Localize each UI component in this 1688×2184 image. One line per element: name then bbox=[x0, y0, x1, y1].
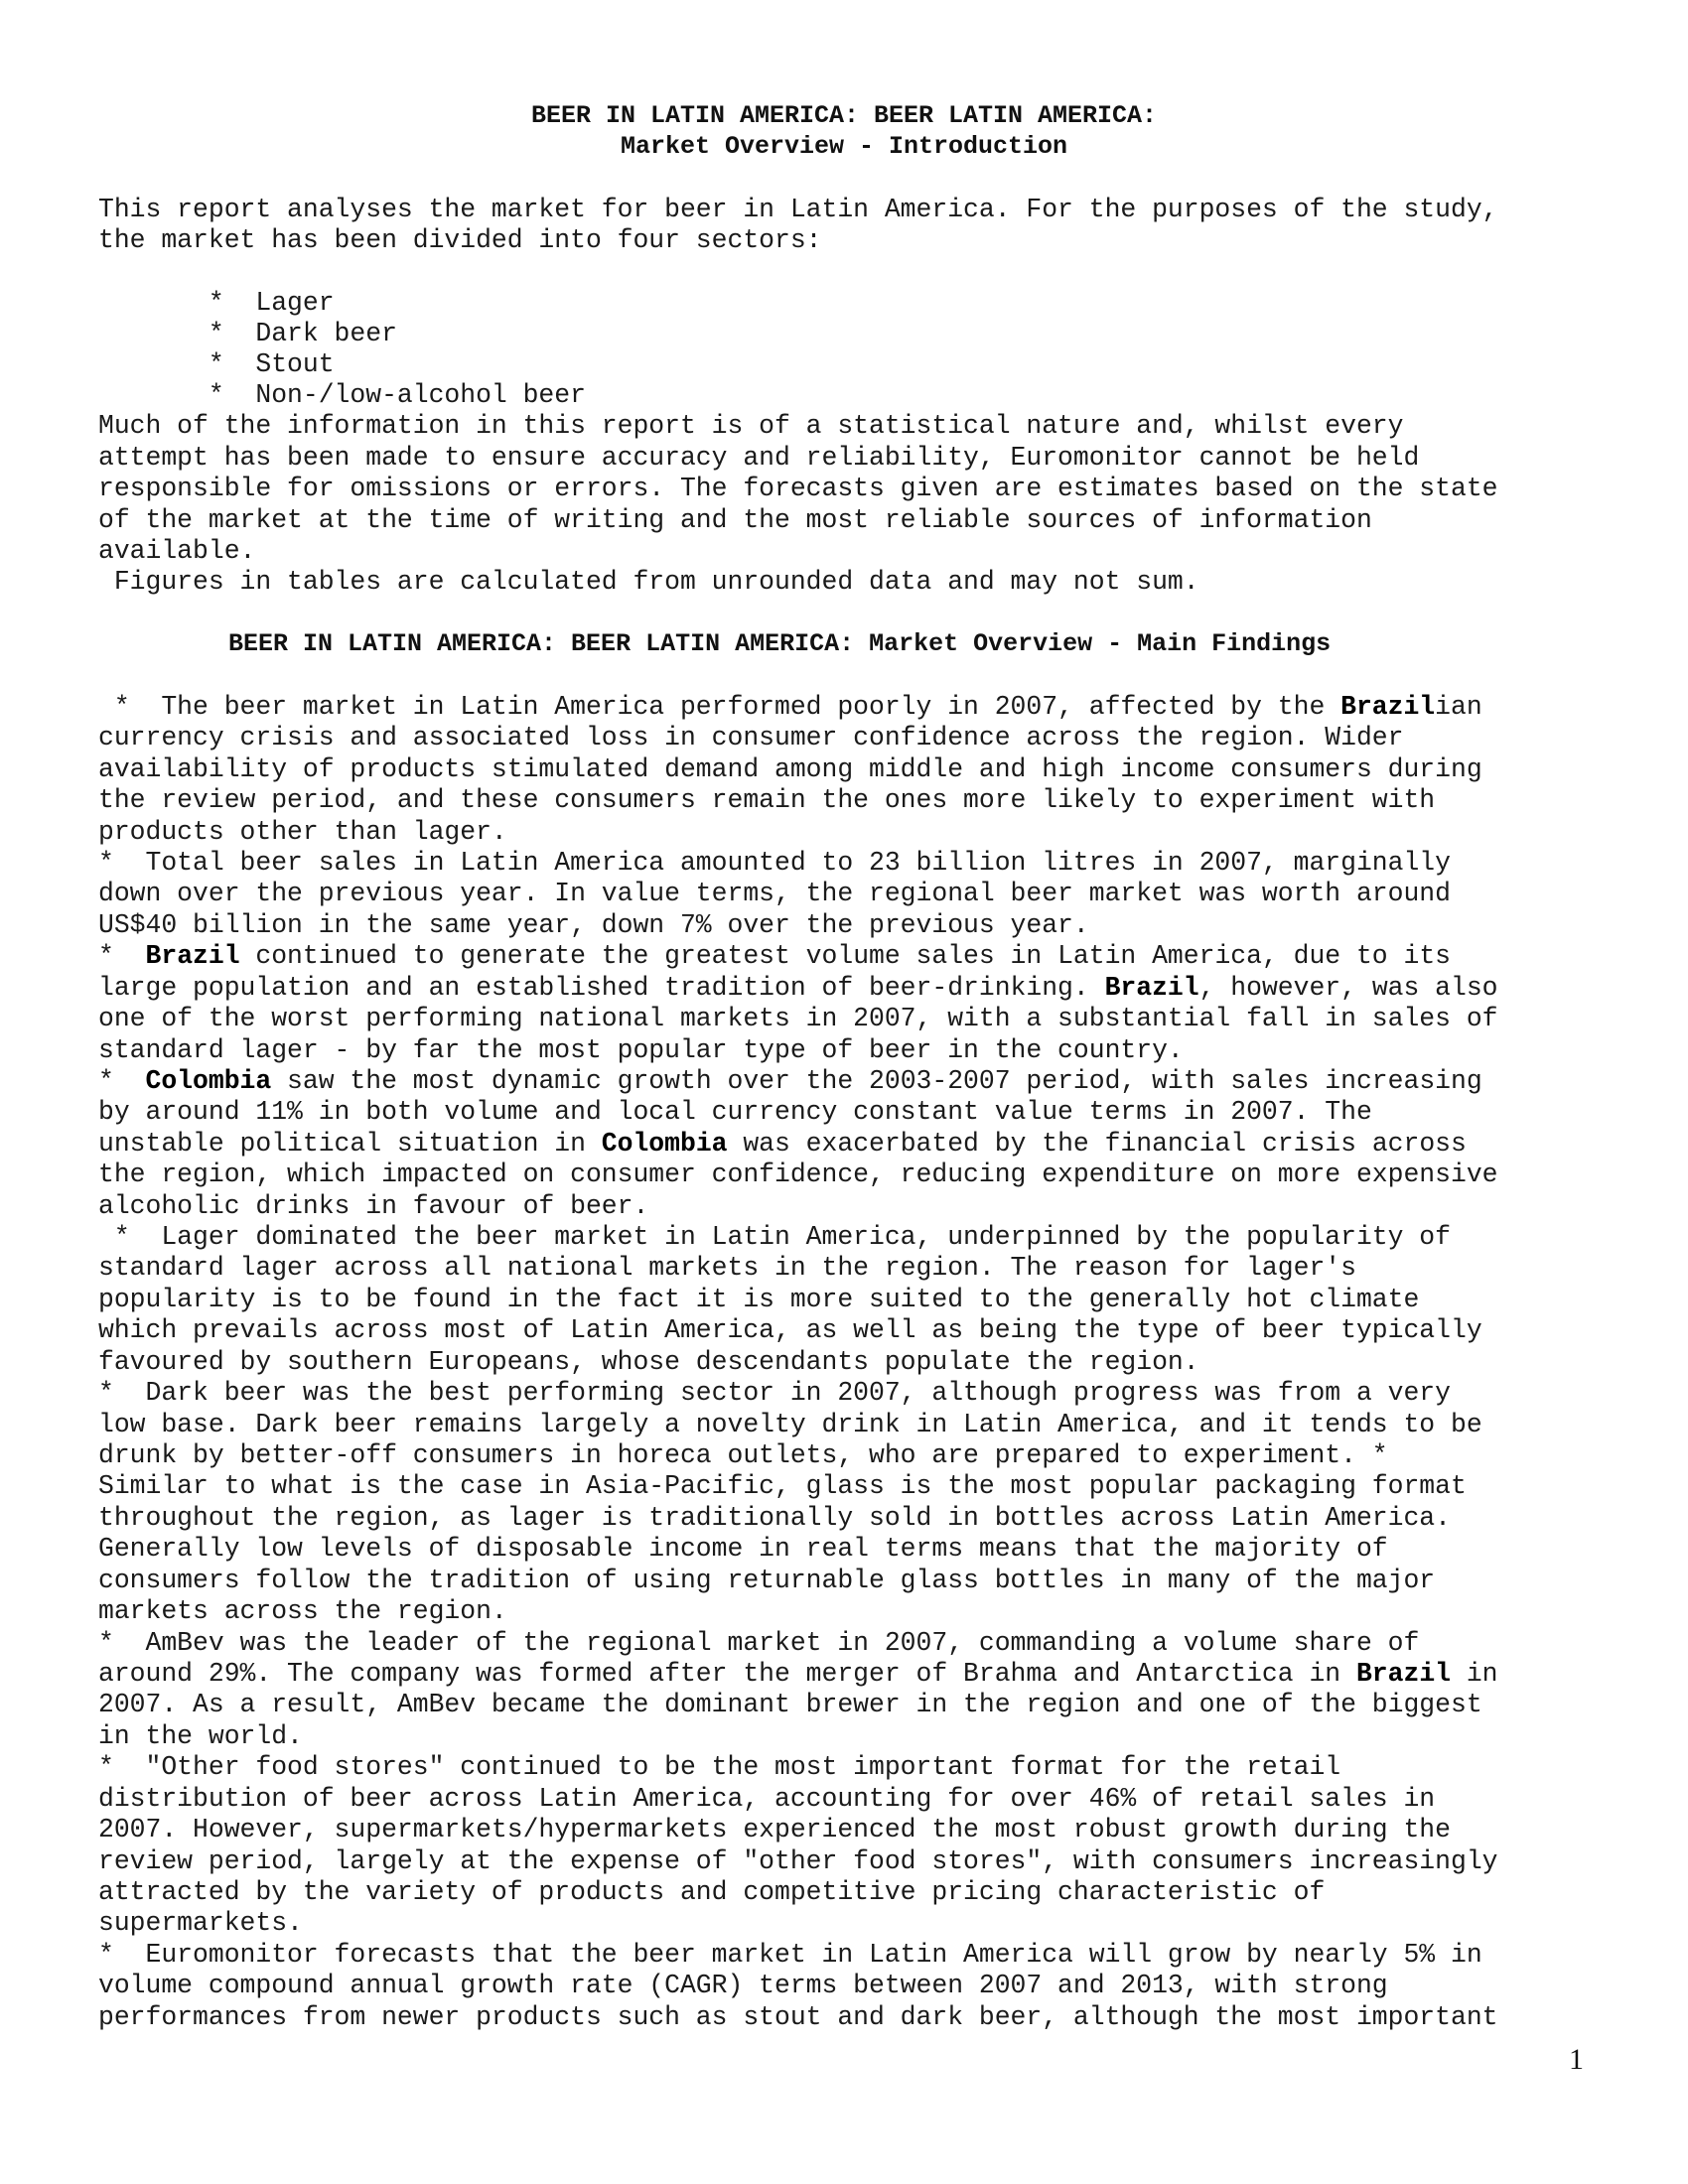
findings-line: large population and an established tradition of beer-drinking. Brazil, however, was also bbox=[98, 973, 1498, 1003]
findings-line: low base. Dark beer remains largely a novelty drink in Latin America, and it tends to be bbox=[98, 1410, 1482, 1439]
findings-line: * Lager dominated the beer market in Latin America, underpinned by the popularity of bbox=[98, 1222, 1451, 1252]
findings-line: popularity is to be found in the fact it is more suited to the generally hot climate bbox=[98, 1285, 1420, 1314]
findings-line: by around 11% in both volume and local currency constant value terms in 2007. The bbox=[98, 1097, 1372, 1127]
findings-line: favoured by southern Europeans, whose descendants populate the region. bbox=[98, 1347, 1199, 1377]
findings-line: attracted by the variety of products and competitive pricing characteristic of bbox=[98, 1877, 1326, 1907]
intro-paragraph-line: the market has been divided into four sectors: bbox=[98, 225, 822, 255]
findings-line: * Total beer sales in Latin America amounted to 23 billion litres in 2007, marginally bbox=[98, 848, 1451, 878]
findings-line: which prevails across most of Latin America, as well as being the type of beer typically bbox=[98, 1315, 1482, 1345]
findings-line: in the world. bbox=[98, 1721, 303, 1751]
intro-paragraph-line: attempt has been made to ensure accuracy and reliability, Euromonitor cannot be held bbox=[98, 443, 1420, 473]
intro-paragraph-line: of the market at the time of writing and the most reliable sources of information bbox=[98, 505, 1372, 535]
findings-line: drunk by better-off consumers in horeca outlets, who are prepared to experiment. * bbox=[98, 1440, 1388, 1470]
findings-line: * The beer market in Latin America performed poorly in 2007, affected by the Brazilian bbox=[98, 692, 1482, 722]
sector-list-item-lager: * Lager bbox=[98, 288, 335, 318]
findings-line: distribution of beer across Latin America, accounting for over 46% of retail sales in bbox=[98, 1784, 1436, 1814]
intro-paragraph-line: available. bbox=[98, 536, 256, 566]
findings-line: one of the worst performing national markets in 2007, with a substantial fall in sales of bbox=[98, 1004, 1498, 1033]
findings-line: volume compound annual growth rate (CAGR) terms between 2007 and 2013, with strong bbox=[98, 1971, 1388, 2000]
country-brazil: Brazil bbox=[1355, 1659, 1451, 1689]
findings-line: * AmBev was the leader of the regional market in 2007, commanding a volume share of bbox=[98, 1628, 1420, 1658]
findings-line: availability of products stimulated demand among middle and high income consumers during bbox=[98, 754, 1482, 784]
findings-line: supermarkets. bbox=[98, 1908, 303, 1938]
sector-list-item-stout: * Stout bbox=[98, 349, 335, 379]
findings-line: performances from newer products such as stout and dark beer, although the most important bbox=[98, 2002, 1498, 2032]
findings-line: consumers follow the tradition of using returnable glass bottles in many of the major bbox=[98, 1566, 1436, 1595]
sector-list-item-dark-beer: * Dark beer bbox=[98, 319, 397, 348]
findings-line: US$40 billion in the same year, down 7% over the previous year. bbox=[98, 910, 1089, 940]
main-findings-heading: BEER IN LATIN AMERICA: BEER LATIN AMERICA: Market Overview - Main Findings bbox=[228, 629, 1332, 658]
findings-line: currency crisis and associated loss in consumer confidence across the region. Wider bbox=[98, 723, 1404, 752]
findings-line: down over the previous year. In value terms, the regional beer market was worth around bbox=[98, 879, 1451, 908]
intro-paragraph-line: Much of the information in this report is of a statistical nature and, whilst every bbox=[98, 411, 1404, 441]
findings-line: * Brazil continued to generate the greatest volume sales in Latin America, due to its bbox=[98, 941, 1451, 971]
findings-line: * Euromonitor forecasts that the beer market in Latin America will grow by nearly 5% in bbox=[98, 1940, 1482, 1970]
intro-paragraph-line: Figures in tables are calculated from unrounded data and may not sum. bbox=[98, 567, 1199, 597]
findings-line: throughout the region, as lager is traditionally sold in bottles across Latin America. bbox=[98, 1503, 1451, 1533]
findings-line: review period, largely at the expense of "other food stores", with consumers increasingly bbox=[98, 1846, 1498, 1876]
findings-line: alcoholic drinks in favour of beer. bbox=[98, 1191, 649, 1221]
page-number: 1 bbox=[1569, 2043, 1584, 2076]
findings-line: * Colombia saw the most dynamic growth over the 2003-2007 period, with sales increasing bbox=[98, 1066, 1482, 1096]
intro-paragraph-line: responsible for omissions or errors. The forecasts given are estimates based on the state bbox=[98, 474, 1498, 503]
findings-line: the region, which impacted on consumer confidence, reducing expenditure on more expensive bbox=[98, 1160, 1498, 1189]
country-brazil: Brazil bbox=[145, 941, 240, 971]
findings-line: products other than lager. bbox=[98, 817, 507, 847]
findings-line: * Dark beer was the best performing sector in 2007, although progress was from a very bbox=[98, 1378, 1451, 1408]
findings-line: around 29%. The company was formed after the merger of Brahma and Antarctica in Brazil in bbox=[98, 1659, 1498, 1689]
intro-title-line-2: Market Overview - Introduction bbox=[620, 132, 1068, 161]
country-colombia: Colombia bbox=[145, 1066, 272, 1096]
findings-line: unstable political situation in Colombia was exacerbated by the financial crisis across bbox=[98, 1129, 1467, 1159]
intro-paragraph-line: This report analyses the market for beer in Latin America. For the purposes of the study, bbox=[98, 195, 1498, 224]
findings-line: 2007. As a result, AmBev became the dominant brewer in the region and one of the biggest bbox=[98, 1690, 1482, 1719]
sector-list-item-non-low-alcohol: * Non-/low-alcohol beer bbox=[98, 380, 586, 410]
findings-line: Generally low levels of disposable income in real terms means that the majority of bbox=[98, 1534, 1388, 1564]
intro-title-line-1: BEER IN LATIN AMERICA: BEER LATIN AMERICA: bbox=[530, 101, 1158, 130]
findings-line: standard lager across all national markets in the region. The reason for lager's bbox=[98, 1253, 1356, 1283]
findings-line: Similar to what is the case in Asia-Pacific, glass is the most popular packaging format bbox=[98, 1471, 1467, 1501]
country-colombia: Colombia bbox=[601, 1129, 728, 1159]
findings-line: markets across the region. bbox=[98, 1596, 507, 1626]
findings-line: standard lager - by far the most popular type of beer in the country. bbox=[98, 1035, 1184, 1065]
findings-line: 2007. However, supermarkets/hypermarkets experienced the most robust growth during the bbox=[98, 1815, 1451, 1844]
findings-line: the review period, and these consumers remain the ones more likely to experiment with bbox=[98, 785, 1436, 815]
findings-line: * "Other food stores" continued to be the most important format for the retail bbox=[98, 1752, 1341, 1782]
country-brazil: Brazil bbox=[1104, 973, 1199, 1003]
country-brazil: Brazil bbox=[1340, 692, 1436, 722]
